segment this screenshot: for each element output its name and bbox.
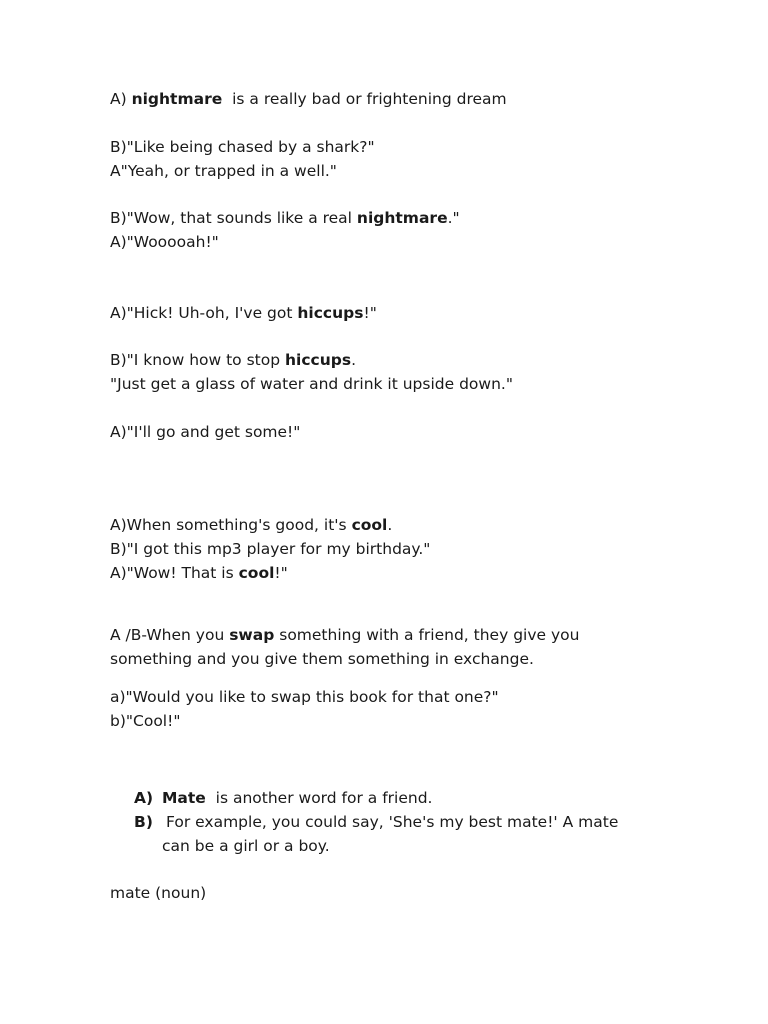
swap-dialog-line-3: a)"Would you like to swap this book for that one?" xyxy=(110,688,499,706)
hiccups-dialog-line-4: A)"I'll go and get some!" xyxy=(110,423,301,441)
nightmare-dialog-line-2: B)"Like being chased by a shark?" xyxy=(110,138,375,156)
hiccups-line1-suffix: !" xyxy=(363,304,377,322)
cool-line3-term: cool xyxy=(238,564,275,582)
cool-dialog-line-2: B)"I got this mp3 player for my birthday." xyxy=(110,540,431,558)
nightmare-def-prefix: A) xyxy=(110,90,132,108)
nightmare-line4-suffix: ." xyxy=(447,209,460,227)
swap-line1-prefix: A /B-When you xyxy=(110,626,230,644)
nightmare-dialog-line-5: A)"Wooooah!" xyxy=(110,233,219,251)
cool-line1-prefix: A)When something's good, it's xyxy=(110,516,352,534)
mate-item-1-marker: A) xyxy=(134,789,154,807)
mate-item-2-marker: B) xyxy=(134,813,153,831)
cool-line1-term: cool xyxy=(351,516,388,534)
nightmare-line4-prefix: B)"Wow, that sounds like a real xyxy=(110,209,357,227)
swap-line1-suffix: something with a friend, they give you xyxy=(274,626,580,644)
hiccups-dialog-line-1 xyxy=(110,301,377,325)
nightmare-line4-term: nightmare xyxy=(356,209,448,227)
mate-part-of-speech: mate (noun) xyxy=(110,884,207,902)
nightmare-dialog-line-3: A"Yeah, or trapped in a well." xyxy=(110,162,337,180)
hiccups-line2-suffix: . xyxy=(351,351,357,369)
cool-line3-suffix: !" xyxy=(274,564,288,582)
mate-item-1-text xyxy=(162,786,432,810)
cool-line1-suffix: . xyxy=(387,516,393,534)
nightmare-term: nightmare xyxy=(131,90,223,108)
nightmare-dialog-line-4 xyxy=(110,206,460,230)
hiccups-dialog-line-3: "Just get a glass of water and drink it upside down." xyxy=(110,375,513,393)
mate-item-2-line-1: For example, you could say, 'She's my best mate!' A mate xyxy=(166,813,619,831)
swap-definition-line-1 xyxy=(110,623,579,647)
mate-item-1-rest: is another word for a friend. xyxy=(205,789,433,807)
mate-item-2-line-2: can be a girl or a boy. xyxy=(162,837,330,855)
cool-dialog-line-3 xyxy=(110,561,288,585)
hiccups-line2-prefix: B)"I know how to stop xyxy=(110,351,285,369)
nightmare-def-rest: is a really bad or frightening dream xyxy=(222,90,507,108)
swap-line1-term: swap xyxy=(229,626,275,644)
cool-definition xyxy=(110,513,392,537)
hiccups-dialog-line-2 xyxy=(110,348,356,372)
swap-dialog-line-4: b)"Cool!" xyxy=(110,712,181,730)
mate-term: Mate xyxy=(162,789,206,807)
cool-line3-prefix: A)"Wow! That is xyxy=(110,564,239,582)
hiccups-line1-prefix: A)"Hick! Uh-oh, I've got xyxy=(110,304,298,322)
hiccups-line2-term: hiccups xyxy=(285,351,352,369)
nightmare-definition xyxy=(110,87,507,111)
swap-definition-line-2: something and you give them something in exchange. xyxy=(110,650,534,668)
hiccups-line1-term: hiccups xyxy=(297,304,364,322)
